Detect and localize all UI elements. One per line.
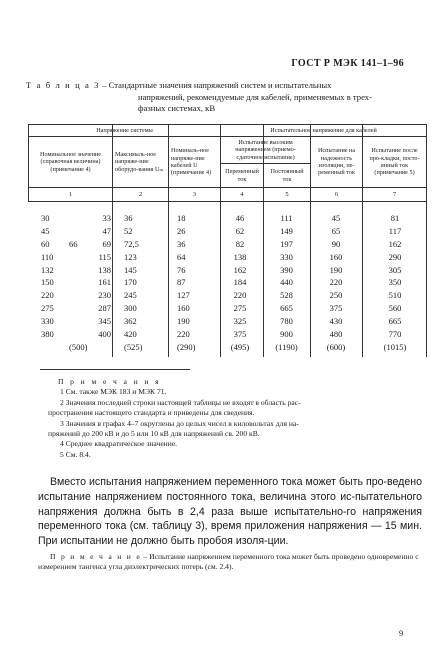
note-5: 5 См. 8.4. — [60, 449, 91, 459]
table-cell: 290 — [388, 251, 402, 262]
table-cell: 900 — [280, 329, 293, 340]
column-insulation-test — [310, 212, 362, 354]
col-number: 5 — [264, 188, 311, 202]
header-nominal: Номинальное значение (справочная величина) (примечание 4) — [29, 137, 113, 188]
table-cell: 220 — [233, 290, 247, 301]
table-cell: 110 115 — [41, 251, 111, 262]
table-cell: 275 — [233, 303, 247, 314]
notes-title: П р и м е ч а н и я — [58, 377, 162, 386]
table-cell: 220 — [177, 329, 190, 340]
table-cell: 190 — [177, 316, 190, 327]
header-cable-nominal: Номиналь-ное напряже-ние кабелей U (примечание 4) — [169, 137, 221, 188]
table-cell: 46 — [235, 213, 245, 223]
table-cell: 111 — [280, 213, 293, 223]
table-cell: 350 — [388, 277, 402, 288]
footnote — [38, 552, 422, 572]
table-cell: 81 — [390, 213, 400, 223]
note-3: 3 Значения в графах 4–7 округлены до целых чисел в киловольтах для на- — [60, 418, 299, 428]
table-cell: 65 — [331, 225, 341, 236]
col-number: 3 — [169, 188, 221, 202]
column-max-equipment — [112, 212, 168, 354]
table-cell: (495) — [230, 341, 250, 352]
body-paragraph: Вместо испытания напряжением переменного тока может быть про-ведено испытание напряжением постоянного тока, величина этого ис-пытательного напряжения должна быть в 2,4 раза выше испытательно-го напряжения переменного тока (см. таблицу 3), время приложения напряжения — 15 мин. При испытании не должно быть пробоя изоля-ции. — [38, 476, 422, 548]
table-cell: 26 — [177, 225, 186, 236]
col-number: 4 — [221, 188, 264, 202]
table-cell: 72,5 — [124, 238, 139, 249]
col-number: 2 — [113, 188, 169, 202]
header-max-equipment: Максималь-ное напряже-ние оборудо-вания Uₘ — [113, 137, 169, 188]
table-cell: 170 — [124, 277, 137, 288]
caption-line-3: фазных системах, кВ — [138, 103, 216, 113]
group-system-voltage: Напряжение системы — [29, 125, 221, 137]
caption-label: Т а б л и ц а 3 — [26, 80, 101, 90]
column-nominal — [40, 212, 112, 354]
table-cell: 770 — [388, 329, 402, 340]
table-cell: 665 — [280, 303, 293, 314]
footnote-text: – Испытание напряжением переменного тока может быть проведено одновременно с измерением тангенса угла диэлектрических потерь (см. 2.4). — [38, 552, 419, 572]
table-cell: 430 — [329, 316, 343, 327]
header-ac: Переменный ток — [221, 164, 264, 188]
table-cell: 528 — [280, 290, 293, 301]
table-cell: 62 — [235, 225, 245, 236]
table-cell: 305 — [388, 264, 402, 275]
table-cell: 325 — [233, 316, 247, 327]
table-cell: 184 — [233, 277, 247, 288]
table-cell: 132 138 — [41, 264, 111, 275]
table-cell: 45 47 — [41, 225, 111, 236]
table-cell: 45 — [331, 213, 341, 223]
table-cell: 82 — [235, 238, 245, 249]
voltage-table-header — [28, 124, 427, 202]
table-cell: 52 — [124, 225, 133, 236]
table-cell: 162 — [233, 264, 247, 275]
note-1: 1 См. также МЭК 183 и МЭК 71. — [60, 387, 167, 397]
table-cell: 30 33 — [41, 213, 111, 223]
table-cell: 160 — [177, 303, 190, 314]
column-ac-test — [220, 212, 260, 354]
col-number: 6 — [311, 188, 363, 202]
note-3-cont: пряжений до 200 кВ и до 5 или 10 кВ для напряжений св. 200 кВ. — [48, 429, 260, 439]
footnote-label: П р и м е ч а н и е — [50, 552, 142, 561]
table-cell: 197 — [280, 238, 293, 249]
table-cell: 440 — [280, 277, 293, 288]
table-cell: 560 — [388, 303, 402, 314]
header-insulation-test: Испытание на надежность изоляции, пе-ременный ток — [311, 137, 363, 188]
header-after-laying-test: Испытание после про-кладки, посто-янный ток (примечание 5) — [363, 137, 427, 188]
table-cell: 190 — [329, 264, 343, 275]
column-cable-nominal — [168, 212, 220, 354]
table-cell: 375 — [329, 303, 343, 314]
table-cell: 250 — [329, 290, 343, 301]
table-cell: 220 230 — [41, 290, 111, 301]
group-test-voltage: Испытательное напряжение для кабелей — [221, 125, 427, 137]
note-2-cont: пространения настоящего стандарта и приведены для сведения. — [48, 408, 255, 418]
table-cell: 390 — [280, 264, 293, 275]
note-2: 2 Значения последней строки настоящей таблицы не входят в область рас- — [60, 397, 301, 407]
col-number: 7 — [363, 188, 427, 202]
note-4: 4 Среднее квадратическое значение. — [60, 439, 178, 449]
table-cell: 60 66 69 — [41, 238, 111, 249]
table-cell: 145 — [124, 264, 137, 275]
table-cell: 123 — [124, 251, 137, 262]
table-rule — [426, 124, 427, 357]
table-notes — [48, 377, 420, 460]
table-cell: (525) — [124, 341, 143, 352]
table-cell: 220 — [329, 277, 343, 288]
table-rule — [362, 124, 363, 357]
table-caption: Т а б л и ц а 3 – Стандартные значения напряжений систем и испытательных напряжений, рекомендуемые для кабелей, применяемых в трех- фазных системах, кВ — [26, 80, 422, 115]
table-cell: 150 161 — [41, 277, 111, 288]
table-cell: (290) — [177, 341, 196, 352]
table-cell: 127 — [177, 290, 190, 301]
table-cell: 380 400 — [41, 329, 111, 340]
column-after-laying-test — [364, 212, 426, 354]
table-cell: 160 — [329, 251, 343, 262]
header-dc: Постоянный ток — [264, 164, 311, 188]
table-cell: 330 345 — [41, 316, 111, 327]
table-cell: 36 — [124, 213, 133, 223]
table-cell: 149 — [280, 225, 293, 236]
table-cell: 780 — [280, 316, 293, 327]
table-cell: 275 287 — [41, 303, 111, 314]
page-number: 9 — [399, 628, 404, 638]
table-cell: 480 — [329, 329, 343, 340]
header-high-voltage-test: Испытание высоким напряжением (приемо-сдаточное испытание) — [221, 137, 311, 164]
table-cell: 510 — [388, 290, 402, 301]
table-cell: 87 — [177, 277, 186, 288]
table-cell: 117 — [388, 225, 402, 236]
table-cell: 362 — [124, 316, 137, 327]
column-dc-test — [263, 212, 310, 354]
notes-separator — [40, 369, 190, 370]
table-cell: 375 — [233, 329, 247, 340]
table-cell: 76 — [177, 264, 186, 275]
table-cell: 420 — [124, 329, 137, 340]
table-cell: (1190) — [275, 341, 298, 352]
table-cell: 90 — [331, 238, 341, 249]
page-header: ГОСТ Р МЭК 141–1–96 — [291, 58, 404, 69]
table-cell: 245 — [124, 290, 137, 301]
table-cell: 162 — [388, 238, 402, 249]
table-cell: (500) — [69, 341, 88, 352]
table-cell: 64 — [177, 251, 186, 262]
table-cell: 300 — [124, 303, 137, 314]
table-cell: (600) — [326, 341, 346, 352]
table-cell: 138 — [233, 251, 247, 262]
caption-line-2: напряжений, рекомендуемые для кабелей, применяемых в трех- — [138, 91, 372, 102]
table-cell: 330 — [280, 251, 293, 262]
caption-line-1: Стандартные значения напряжений систем и испытательных — [108, 80, 332, 90]
col-number: 1 — [29, 188, 113, 202]
table-cell: (1015) — [383, 341, 407, 352]
table-cell: 36 — [177, 238, 186, 249]
table-cell: 18 — [177, 213, 186, 223]
table-cell: 665 — [388, 316, 402, 327]
